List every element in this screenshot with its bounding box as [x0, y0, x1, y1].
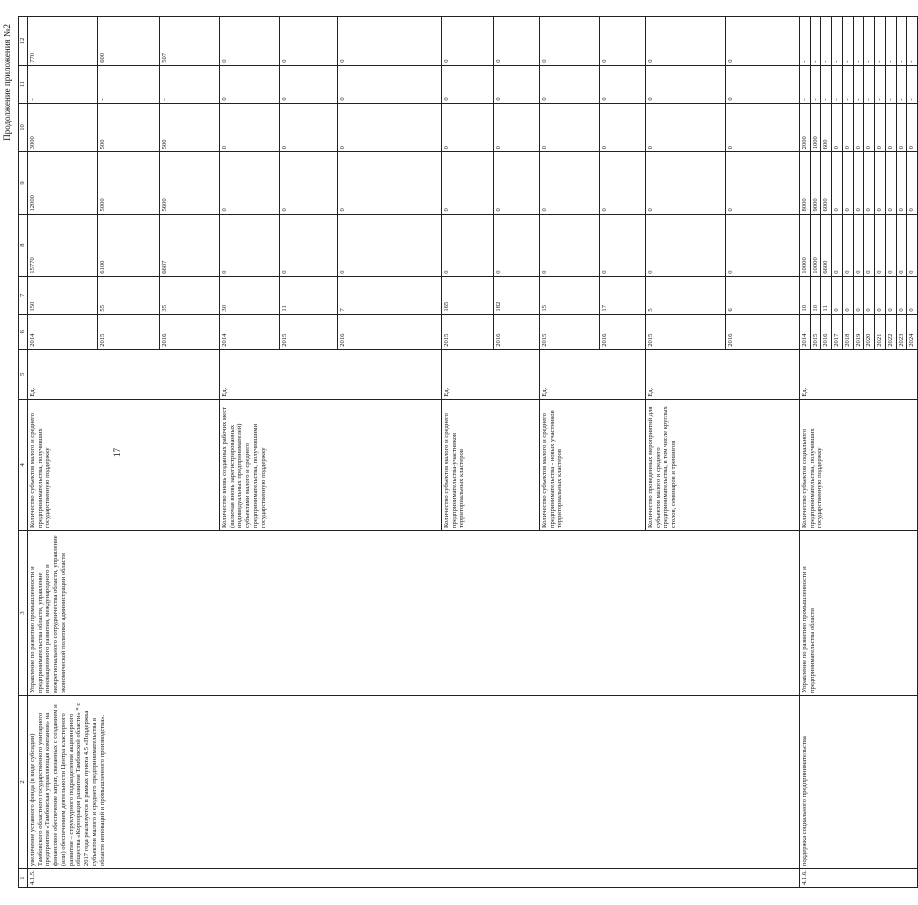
value-cell: 507 [159, 17, 219, 66]
value-cell: 0 [907, 214, 918, 276]
value-cell: 11 [279, 276, 337, 314]
value-cell: 55 [97, 276, 159, 314]
value-cell: 0 [853, 103, 864, 152]
value-cell: 35 [159, 276, 219, 314]
value-cell: 165 [441, 276, 493, 314]
value-cell: 0 [539, 152, 599, 214]
value-cell: 0 [842, 103, 853, 152]
value-cell: 0 [885, 214, 896, 276]
value-cell: 0 [645, 152, 725, 214]
executor: Управление по развитию промышленности и предпринимательства области, управление инновационного развития, международного и межрегионального сотрудничества области, управление экономической политики администрации области [27, 530, 799, 695]
value-cell: 0 [907, 276, 918, 314]
value-cell: 0 [832, 103, 843, 152]
value-cell: 6 [725, 276, 799, 314]
value-cell: 0 [219, 65, 279, 103]
value-cell: 0 [864, 152, 875, 214]
value-cell: 0 [441, 65, 493, 103]
value-cell: 6607 [159, 214, 219, 276]
value-cell: 0 [853, 152, 864, 214]
value-cell: 0 [337, 65, 441, 103]
year-cell: 2014 [219, 314, 279, 349]
value-cell: - [842, 17, 853, 66]
year-cell: 2016 [493, 314, 539, 349]
value-cell: 15 [539, 276, 599, 314]
value-cell: 0 [832, 152, 843, 214]
executor: Управление по развитию промышленности и предпринимательства области [799, 530, 917, 695]
value-cell: 0 [599, 65, 645, 103]
unit: Ед. [441, 349, 539, 399]
value-cell: 600 [821, 103, 832, 152]
indicator-name: Количество субъектов малого и среднего предпринимательства-участников территориальных кластеров [441, 399, 539, 530]
value-cell: 0 [896, 103, 907, 152]
value-cell: 0 [725, 65, 799, 103]
measure-description: увеличение уставного фонда (в виде субсидии) Тамбовского областного государственного унитарного предприятия «Тамбовская управляющая компания» на финансовое обеспечение затрат, связанных с созданием и (или) обеспечением деятельности Центра кластерного развития – структурного подразделения акционерного общества «Корпорация развития Тамбовской области» * с 2017 года реализуется в рамках пункта 4.5 «Поддержка субъектов малого и среднего предпринимательства в области инноваций и промышленного производства». [27, 695, 799, 868]
page-number: 17 [112, 448, 122, 457]
value-cell: 0 [599, 17, 645, 66]
value-cell: 0 [842, 276, 853, 314]
col-header: 11 [19, 65, 28, 103]
year-cell: 2022 [885, 314, 896, 349]
year-cell: 2014 [799, 314, 810, 349]
unit: Ед. [645, 349, 799, 399]
value-cell: 3000 [27, 103, 97, 152]
col-header: 3 [19, 530, 28, 695]
value-cell: 0 [832, 214, 843, 276]
value-cell: 0 [842, 152, 853, 214]
indicator-name: Количество проведенных мероприятий для субъектов малого и среднего предпринимательства, в том числе круглых столов, семинаров и тренингов [645, 399, 799, 530]
value-cell: 0 [219, 152, 279, 214]
value-cell: 0 [539, 103, 599, 152]
year-cell: 2016 [159, 314, 219, 349]
indicator-name: Количество субъектов социального предпринимательства, получивших государственную поддержку [799, 399, 917, 530]
value-cell: 0 [645, 214, 725, 276]
measure-code: 4.1.5. [27, 869, 799, 888]
col-header: 7 [19, 276, 28, 314]
value-cell: 0 [219, 103, 279, 152]
year-cell: 2017 [832, 314, 843, 349]
value-cell: 6000 [821, 152, 832, 214]
value-cell: 0 [725, 103, 799, 152]
value-cell: 500 [97, 103, 159, 152]
value-cell: 0 [337, 17, 441, 66]
value-cell: 0 [645, 103, 725, 152]
value-cell: - [885, 17, 896, 66]
value-cell: 0 [337, 214, 441, 276]
value-cell: 7 [337, 276, 441, 314]
value-cell: 0 [279, 103, 337, 152]
value-cell: 0 [493, 17, 539, 66]
col-header: 4 [19, 399, 28, 530]
col-header: 9 [19, 152, 28, 214]
value-cell: 150 [27, 276, 97, 314]
value-cell: - [159, 65, 219, 103]
value-cell: 500 [159, 103, 219, 152]
col-header: 2 [19, 695, 28, 868]
value-cell: 0 [907, 103, 918, 152]
value-cell: 0 [599, 214, 645, 276]
value-cell: - [810, 17, 821, 66]
value-cell: 0 [337, 152, 441, 214]
value-cell: 0 [853, 214, 864, 276]
value-cell: 0 [441, 17, 493, 66]
value-cell: 2000 [799, 103, 810, 152]
value-cell: - [821, 65, 832, 103]
value-cell: 0 [441, 152, 493, 214]
value-cell: 0 [279, 214, 337, 276]
year-cell: 2015 [97, 314, 159, 349]
value-cell: 6100 [97, 214, 159, 276]
year-cell: 2014 [27, 314, 97, 349]
year-cell: 2024 [907, 314, 918, 349]
value-cell: 0 [875, 103, 886, 152]
value-cell: - [97, 65, 159, 103]
program-table [18, 16, 918, 888]
continuation-label: Продолжение приложения №2 [2, 24, 12, 141]
year-cell: 2020 [864, 314, 875, 349]
table-row [799, 17, 810, 888]
indicator-name: Количество субъектов малого и среднего предпринимательства, получивших государственную поддержку [27, 399, 219, 530]
value-cell: 0 [842, 214, 853, 276]
value-cell: 0 [725, 152, 799, 214]
value-cell: 0 [896, 276, 907, 314]
value-cell: 0 [279, 17, 337, 66]
value-cell: 0 [493, 214, 539, 276]
measure-code: 4.1.6. [799, 869, 917, 888]
value-cell: 0 [539, 17, 599, 66]
value-cell: - [810, 65, 821, 103]
col-header: 12 [19, 17, 28, 66]
value-cell: - [907, 17, 918, 66]
year-cell: 2016 [337, 314, 441, 349]
value-cell: 8000 [799, 152, 810, 214]
value-cell: 0 [539, 214, 599, 276]
value-cell: - [896, 17, 907, 66]
value-cell: 30 [219, 276, 279, 314]
value-cell: 0 [885, 152, 896, 214]
value-cell: - [864, 65, 875, 103]
value-cell: 0 [493, 152, 539, 214]
year-cell: 2023 [896, 314, 907, 349]
value-cell: 12000 [27, 152, 97, 214]
indicator-name: Количество вновь созданных рабочих мест (включая вновь зарегистрированных индивидуальных предпринимателей) субъектами малого и среднего предпринимательства, получившими государственную поддержку [219, 399, 441, 530]
unit: Ед. [219, 349, 441, 399]
indicator-name: Количество субъектов малого и среднего предпринимательства - новых участников территориальных кластеров [539, 399, 645, 530]
value-cell: 0 [885, 276, 896, 314]
value-cell: 0 [885, 103, 896, 152]
value-cell: 0 [907, 152, 918, 214]
value-cell: 0 [539, 65, 599, 103]
value-cell: 0 [279, 152, 337, 214]
year-cell: 2015 [810, 314, 821, 349]
value-cell: 6600 [821, 214, 832, 276]
value-cell: - [832, 17, 843, 66]
value-cell: 5000 [97, 152, 159, 214]
value-cell: 600 [97, 17, 159, 66]
value-cell: 0 [493, 65, 539, 103]
value-cell: 0 [337, 103, 441, 152]
value-cell: - [842, 65, 853, 103]
value-cell: 0 [599, 152, 645, 214]
value-cell: - [27, 65, 97, 103]
value-cell: 0 [875, 152, 886, 214]
value-cell: 0 [219, 17, 279, 66]
value-cell: 0 [896, 152, 907, 214]
value-cell: 9000 [810, 152, 821, 214]
value-cell: 0 [493, 103, 539, 152]
year-cell: 2016 [725, 314, 799, 349]
year-cell: 2015 [441, 314, 493, 349]
value-cell: 0 [832, 276, 843, 314]
value-cell: - [875, 17, 886, 66]
value-cell: 0 [279, 65, 337, 103]
value-cell: 770 [27, 17, 97, 66]
value-cell: 0 [599, 103, 645, 152]
value-cell: 0 [864, 103, 875, 152]
value-cell: 182 [493, 276, 539, 314]
value-cell: 0 [853, 276, 864, 314]
col-header: 10 [19, 103, 28, 152]
year-cell: 2018 [842, 314, 853, 349]
value-cell: 0 [896, 214, 907, 276]
value-cell: - [832, 65, 843, 103]
value-cell: 5600 [159, 152, 219, 214]
value-cell: - [875, 65, 886, 103]
year-cell: 2015 [279, 314, 337, 349]
value-cell: 0 [219, 214, 279, 276]
value-cell: - [799, 17, 810, 66]
value-cell: 10000 [810, 214, 821, 276]
value-cell: 5 [645, 276, 725, 314]
value-cell: 10 [799, 276, 810, 314]
value-cell: 0 [875, 276, 886, 314]
value-cell: 0 [725, 214, 799, 276]
col-header: 6 [19, 314, 28, 349]
value-cell: 1000 [810, 103, 821, 152]
year-cell: 2016 [821, 314, 832, 349]
value-cell: 15770 [27, 214, 97, 276]
value-cell: 17 [599, 276, 645, 314]
year-cell: 2016 [599, 314, 645, 349]
col-header: 8 [19, 214, 28, 276]
value-cell: 0 [441, 214, 493, 276]
value-cell: - [864, 17, 875, 66]
value-cell: 0 [441, 103, 493, 152]
year-cell: 2015 [645, 314, 725, 349]
value-cell: - [853, 17, 864, 66]
value-cell: 0 [864, 276, 875, 314]
year-cell: 2021 [875, 314, 886, 349]
unit: Ед. [799, 349, 917, 399]
column-number-row [19, 17, 28, 888]
value-cell: - [853, 65, 864, 103]
unit: Ед. [539, 349, 645, 399]
value-cell: 0 [875, 214, 886, 276]
value-cell: - [885, 65, 896, 103]
value-cell: 0 [864, 214, 875, 276]
value-cell: 11 [821, 276, 832, 314]
value-cell: 0 [725, 17, 799, 66]
year-cell: 2019 [853, 314, 864, 349]
value-cell: - [821, 17, 832, 66]
col-header: 1 [19, 869, 28, 888]
measure-description: поддержка социального предпринимательства [799, 695, 917, 868]
value-cell: 10000 [799, 214, 810, 276]
value-cell: 10 [810, 276, 821, 314]
value-cell: - [896, 65, 907, 103]
col-header: 5 [19, 349, 28, 399]
year-cell: 2015 [539, 314, 599, 349]
value-cell: 0 [645, 65, 725, 103]
table-row [27, 17, 97, 888]
value-cell: - [799, 65, 810, 103]
value-cell: - [907, 65, 918, 103]
unit: Ед. [27, 349, 219, 399]
value-cell: 0 [645, 17, 725, 66]
